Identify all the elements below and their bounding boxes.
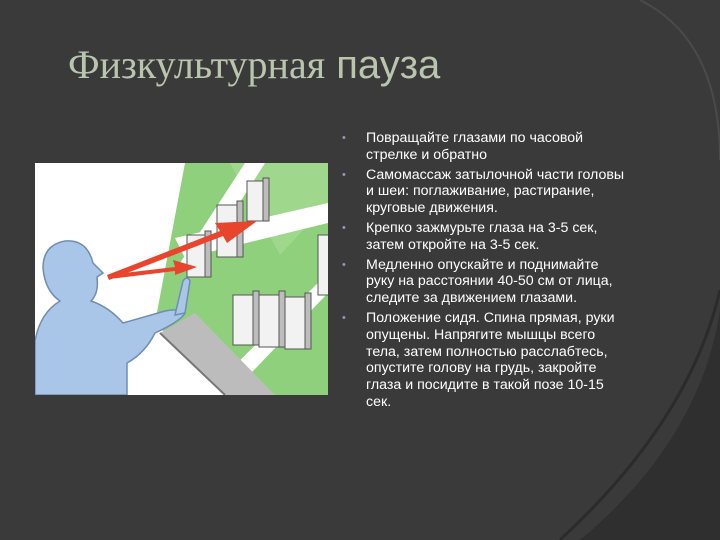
eye-exercise-illustration-icon [35, 163, 328, 395]
bullet-dot-icon: • [342, 221, 346, 234]
slide-title [68, 40, 440, 90]
bullet-item [342, 257, 627, 307]
bullet-item [342, 310, 627, 411]
bullet-text: Крепко зажмурьте глаза на 3-5 сек, затем откройте на 3-5 сек. [366, 219, 598, 253]
bullet-list [342, 130, 627, 414]
bullet-item [342, 220, 627, 254]
bullet-text: Самомассаж затылочной части головы и шеи: поглаживание, растирание, круговые движения. [366, 166, 625, 217]
bullet-text: Повращайте глазами по часовой стрелке и обратно [366, 130, 584, 163]
title-part2: пауза [336, 43, 441, 87]
title-part1: Физкультурная [68, 42, 326, 87]
bullet-dot-icon: • [342, 311, 346, 324]
bullet-text: Положение сидя. Спина прямая, руки опущены. Напрягите мышцы всего тела, затем полностью расслабтесь, опустите голову на грудь, закройте глаза и посидите в такой позе 10-15 сек. [366, 309, 615, 410]
bullet-dot-icon: • [342, 132, 346, 144]
bullet-dot-icon: • [342, 168, 346, 181]
bullet-item [342, 130, 627, 164]
bullet-text: Медленно опускайте и поднимайте руку на расстоянии 40-50 см от лица, следите за движением глазами. [366, 256, 613, 307]
bullet-item [342, 167, 627, 217]
bullet-dot-icon: • [342, 258, 346, 271]
